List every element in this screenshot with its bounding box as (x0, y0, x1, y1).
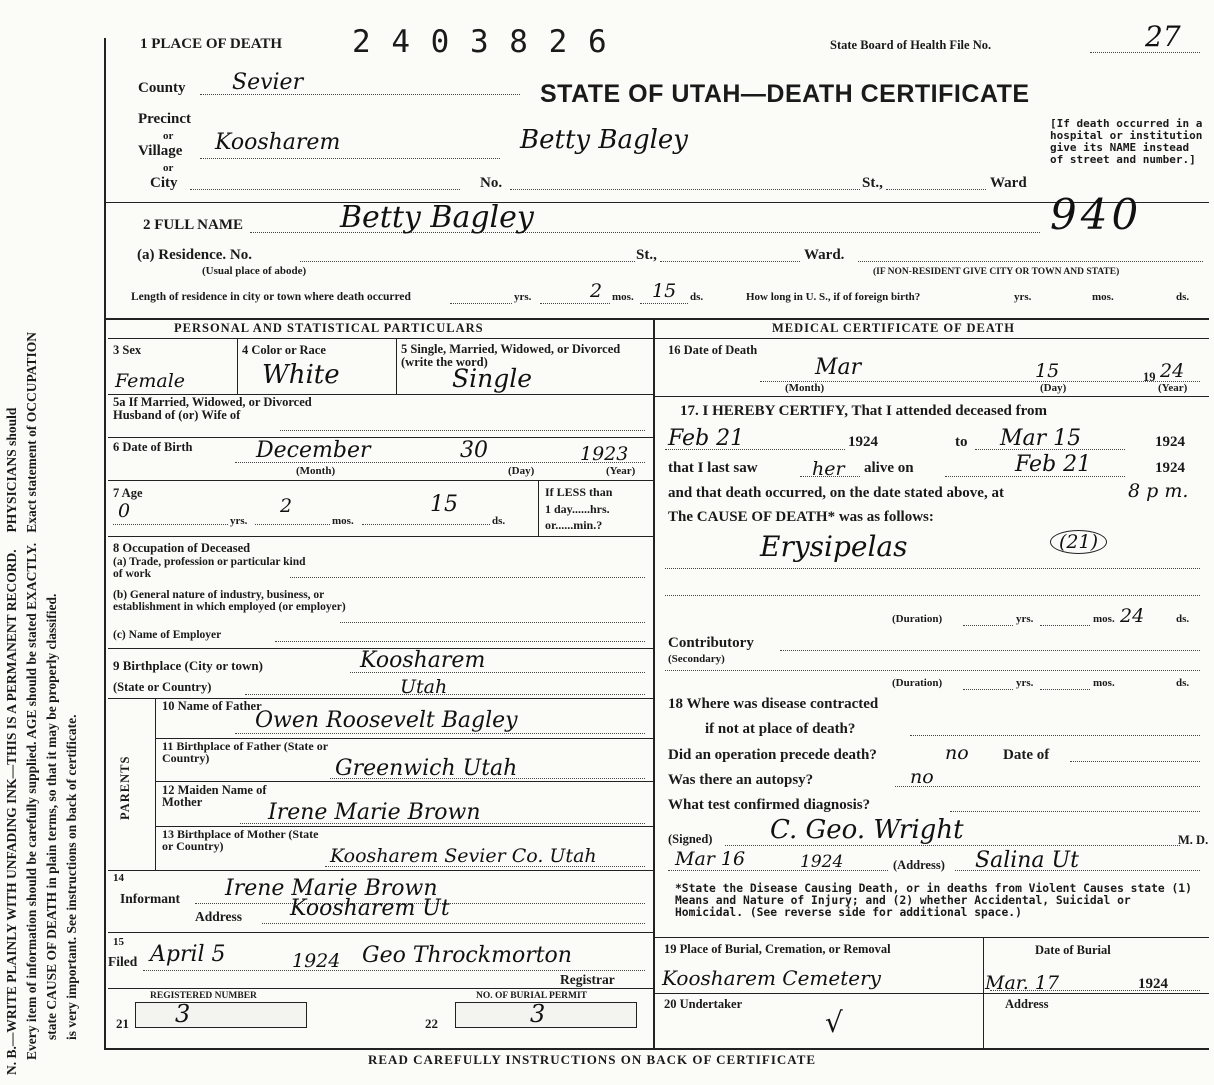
rule-filed-row (108, 988, 653, 989)
marital-label: 5 Single, Married, Widowed, or Divorced (write the word) (401, 342, 621, 369)
duration-2-yrs: yrs. (1016, 677, 1034, 689)
rule-parents-bottom (108, 870, 653, 871)
village-line (200, 158, 500, 159)
length-ds-line (640, 303, 688, 304)
length-mos-line (540, 303, 610, 304)
occupation-c: (c) Name of Employer (113, 629, 222, 641)
less-than-label: If LESS than (545, 485, 613, 499)
autopsy-value: no (910, 766, 934, 788)
informant-address-label: Address (195, 909, 243, 924)
signed-label: (Signed) (668, 832, 713, 846)
test-label: What test confirmed diagnosis? (668, 797, 871, 813)
death-month: Mar (815, 355, 862, 380)
signed-date: Mar 16 (675, 848, 746, 870)
county-value: Sevier (232, 70, 304, 95)
color-value: White (262, 360, 340, 390)
n21-label: 21 (116, 1016, 129, 1031)
death-month-caption: (Month) (785, 382, 825, 394)
rule-personal-head (108, 338, 653, 339)
foreign-mos: mos. (1092, 291, 1114, 303)
father-value: Owen Roosevelt Bagley (255, 708, 518, 733)
rule-death-date (655, 396, 1209, 397)
death-day: 15 (1035, 360, 1060, 382)
spouse-line (280, 430, 645, 431)
annotation-name: Betty Bagley (520, 125, 688, 155)
attended-from-year: 1924 (848, 434, 878, 450)
occupation-c-line (275, 641, 645, 642)
filed-year: 1924 (292, 950, 341, 972)
mother-birthplace-line (325, 866, 645, 867)
birthplace-state-line (245, 694, 645, 695)
birth-year: 1923 (580, 443, 629, 465)
length-residence-label: Length of residence in city or town where death occurred (131, 291, 411, 303)
age-mos-unit: mos. (332, 515, 354, 527)
occupation-a-line (290, 577, 645, 578)
length-mos: mos. (612, 291, 634, 303)
residence-ward-label: Ward. (804, 247, 845, 263)
burial-date-line (990, 990, 1200, 991)
or-min-label: or......min.? (545, 518, 603, 532)
mother-value: Irene Marie Brown (268, 800, 481, 825)
death-year: 24 (1160, 360, 1185, 382)
annotation-number: 940 (1050, 190, 1143, 239)
spouse-label: 5a If Married, Widowed, or Divorced Husband of (or) Wife of (113, 395, 312, 422)
duration-1-ds: ds. (1176, 613, 1190, 625)
color-divider (396, 338, 397, 394)
cause-footnote: *State the Disease Causing Death, or in deaths from Violent Causes state (1) Means and Nature of Injury; and (2) whether Accidental, Suicidal or Homicidal. (See reverse side for additional space.) (675, 882, 1192, 919)
duration-1-mos: mos. (1093, 613, 1115, 625)
registrar-value: Geo Throckmorton (362, 943, 572, 968)
age-divider (538, 480, 539, 536)
cause-line-1 (665, 568, 1200, 569)
duration-2-mos: mos. (1093, 677, 1115, 689)
age-yrs-value: 0 (118, 500, 131, 522)
informant-address-line (262, 923, 645, 924)
last-saw-date-line (945, 476, 1125, 477)
age-yrs-unit: yrs. (230, 515, 248, 527)
test-line (950, 811, 1200, 812)
birthplace-value: Koosharem (360, 648, 486, 673)
residence-label: (a) Residence. No. (137, 247, 252, 263)
alive-on-label: alive on (864, 460, 914, 476)
color-label: 4 Color or Race (242, 343, 326, 357)
date-of-label: Date of (1003, 747, 1050, 763)
certificate-title: STATE OF UTAH—DEATH CERTIFICATE (540, 80, 1030, 108)
burial-permit-label: NO. OF BURIAL PERMIT (476, 991, 588, 1001)
nonresident-note: (IF NON-RESIDENT GIVE CITY OR TOWN AND STATE) (873, 267, 1120, 277)
parents-label: PARENTS (118, 755, 132, 820)
day-hrs-label: 1 day......hrs. (545, 502, 610, 516)
nonresident-line (858, 261, 1203, 262)
duration-2-mos-line (1040, 689, 1090, 690)
file-no-value: 27 (1145, 20, 1181, 53)
village-label: Village (138, 143, 183, 159)
md-label: M. D. (1178, 833, 1209, 847)
frame-left-line (104, 38, 106, 1048)
duration-1-mos-line (1040, 625, 1090, 626)
sex-label: 3 Sex (113, 343, 142, 357)
death-day-caption: (Day) (1040, 382, 1067, 394)
signed-address-line (955, 870, 1200, 871)
birthplace-label: 9 Birthplace (City or town) (113, 658, 263, 673)
undertaker-address-label: Address (1005, 997, 1049, 1011)
street-no-label: No. (480, 175, 503, 191)
residence-st-label: St., (636, 247, 657, 263)
city-label: City (150, 175, 178, 191)
burial-date: Mar. 17 (985, 972, 1060, 994)
foreign-yrs: yrs. (1014, 291, 1032, 303)
signed-line (725, 845, 1180, 846)
street-line (510, 189, 860, 190)
death-year-caption: (Year) (1158, 382, 1188, 394)
filed-label: Filed (108, 954, 138, 969)
registered-number-box (135, 1002, 307, 1028)
father-birthplace-line (330, 778, 645, 779)
filed-num: 15 (113, 936, 124, 948)
age-mos-value: 2 (280, 495, 293, 517)
village-value: Koosharem (215, 130, 341, 155)
death-date-label: 16 Date of Death (668, 343, 758, 357)
father-label: 10 Name of Father (162, 699, 262, 713)
residence-line (300, 261, 635, 262)
hospital-note: [If death occurred in a hospital or institution give its NAME instead of street and number.] (1050, 117, 1203, 166)
contrib-line-1 (780, 650, 1200, 651)
attended-to-line (975, 449, 1125, 450)
duration-1-line (963, 625, 1013, 626)
certify-label: 17. I HEREBY CERTIFY, That I attended deceased from (680, 403, 1048, 419)
operation-value: no (945, 742, 969, 764)
n22-label: 22 (425, 1016, 438, 1031)
duration-label-1: (Duration) (892, 613, 943, 625)
marital-value: Single (452, 364, 533, 393)
father-birthplace-value: Greenwich Utah (335, 756, 518, 781)
mother-line (240, 823, 645, 824)
operation-line (1070, 761, 1200, 762)
father-birthplace-label: 11 Birthplace of Father (State or Country) (162, 739, 328, 765)
birth-month-caption: (Month) (296, 465, 336, 477)
mother-birthplace-label: 13 Birthplace of Mother (State or Country) (162, 827, 319, 853)
duration-mos-value: 24 (1120, 605, 1145, 627)
cause-label: The CAUSE OF DEATH* was as follows: (668, 509, 934, 525)
residence-ward-line (660, 261, 800, 262)
burial-year: 1924 (1138, 976, 1168, 992)
personal-heading: PERSONAL AND STATISTICAL PARTICULARS (174, 321, 484, 335)
ward-label: Ward (990, 175, 1027, 191)
foreign-ds: ds. (1176, 291, 1190, 303)
age-mos-line (255, 524, 330, 525)
full-name-label: 2 FULL NAME (143, 217, 244, 233)
signed-address-value: Salina Ut (975, 848, 1079, 873)
sex-divider (237, 338, 238, 394)
length-mos-value: 2 (590, 280, 603, 302)
burial-date-label: Date of Burial (1035, 943, 1111, 957)
contrib-line-2 (665, 670, 1200, 671)
full-name-value: Betty Bagley (340, 200, 534, 235)
birthplace-state-value: Utah (400, 676, 448, 698)
side-note-line4: is very important. See instructions on back of certificate. (64, 714, 79, 1040)
last-saw-who: her (812, 458, 845, 480)
attended-to: Mar 15 (1000, 426, 1082, 451)
attended-from: Feb 21 (668, 426, 745, 451)
occupation-label: 8 Occupation of Deceased (113, 541, 251, 555)
birth-year-caption: (Year) (606, 465, 636, 477)
footer-instructions: READ CAREFULLY INSTRUCTIONS ON BACK OF CERTIFICATE (368, 1052, 817, 1067)
informant-label: Informant (120, 891, 180, 906)
center-divider (653, 318, 655, 1048)
mother-label: 12 Maiden Name of Mother (162, 783, 267, 809)
signed-year: 1924 (800, 852, 844, 872)
city-line (190, 189, 460, 190)
registered-number-value: 3 (175, 1000, 191, 1028)
death-year-prefix: 19 (1143, 370, 1156, 384)
secondary-label: (Secondary) (668, 653, 725, 665)
rule-spouse-row (108, 437, 653, 438)
or-label-2: or (163, 162, 174, 174)
occurred-time: 8 p m. (1128, 480, 1189, 502)
attended-from-line (665, 449, 845, 450)
duration-label-2: (Duration) (892, 677, 943, 689)
birthplace-state-label: (State or Country) (113, 680, 212, 694)
informant-num: 14 (113, 872, 124, 884)
contributory-label: Contributory (668, 635, 754, 651)
rule-father-birth-row (155, 781, 653, 782)
attended-to-year: 1924 (1155, 434, 1185, 450)
mother-birthplace-value: Koosharem Sevier Co. Utah (330, 845, 597, 867)
signed-address-label: (Address) (893, 858, 945, 872)
medical-heading: MEDICAL CERTIFICATE OF DEATH (772, 321, 1015, 335)
informant-value: Irene Marie Brown (225, 876, 438, 901)
birth-month: December (256, 438, 371, 463)
foreign-birth-label: How long in U. S., if of foreign birth? (746, 291, 921, 303)
duration-2-line (963, 689, 1013, 690)
st-label: St., (862, 175, 883, 191)
length-yrs: yrs. (514, 291, 532, 303)
last-saw-label: that I last saw (668, 460, 758, 476)
registered-number-label: REGISTERED NUMBER (150, 991, 257, 1001)
cause-line-2 (665, 595, 1200, 596)
birth-day: 30 (460, 438, 488, 463)
length-ds-value: 15 (652, 280, 677, 302)
age-label: 7 Age (113, 486, 143, 500)
rule-under-header (104, 202, 1209, 203)
parents-divider (155, 698, 156, 870)
occupation-a: (a) Trade, profession or particular kind of work (113, 556, 306, 580)
signed-value: C. Geo. Wright (770, 815, 964, 845)
side-note-line2: Every item of information should be carefully supplied. AGE should be stated EXACTLY. Exact statement of OCCUPATION (24, 331, 39, 1060)
side-note-line3: state CAUSE OF DEATH in plain terms, so that it may be properly classified. (44, 593, 59, 1040)
q18b-label: if not at place of death? (705, 721, 856, 737)
duration-2-ds: ds. (1176, 677, 1190, 689)
side-note-line1: N. B.—WRITE PLAINLY WITH UNFADING INK—THIS IS A PERMANENT RECORD. PHYSICIANS should (4, 407, 19, 1075)
burial-permit-box (455, 1002, 637, 1028)
length-ds: ds. (690, 291, 704, 303)
age-yrs-line (113, 524, 228, 525)
length-yrs-line (450, 303, 512, 304)
signed-date-line (668, 870, 888, 871)
birth-day-caption: (Day) (508, 465, 535, 477)
burial-place-label: 19 Place of Burial, Cremation, or Removal (664, 942, 891, 956)
cause-code: (21) (1050, 530, 1107, 554)
frame-bottom-line (104, 1048, 1209, 1050)
last-saw-line (800, 476, 860, 477)
precinct-label: Precinct (138, 111, 192, 127)
last-saw-date: Feb 21 (1015, 452, 1092, 477)
rule-age-row (108, 536, 653, 537)
filed-line (143, 970, 645, 971)
rule-medical-head (655, 338, 1209, 339)
sex-value: Female (115, 370, 186, 392)
county-label: County (138, 80, 186, 96)
age-ds-line (362, 524, 490, 525)
rule-section-top (104, 318, 1209, 320)
occupation-b-line (340, 622, 645, 623)
operation-label: Did an operation precede death? (668, 747, 877, 763)
last-saw-year: 1924 (1155, 460, 1185, 476)
occurred-label: and that death occurred, on the date stated above, at (668, 485, 1004, 501)
rule-burial-row (655, 993, 1209, 994)
rule-birth-row (108, 480, 653, 481)
q18-label: 18 Where was disease contracted (668, 696, 879, 712)
burial-place-value: Koosharem Cemetery (662, 966, 881, 990)
or-label-1: or (163, 130, 174, 142)
father-line (235, 733, 645, 734)
residence-sub: (Usual place of abode) (202, 265, 307, 277)
filed-value: April 5 (150, 942, 226, 967)
informant-address-value: Koosharem Ut (290, 896, 450, 921)
undertaker-label: 20 Undertaker (664, 997, 743, 1011)
burial-permit-value: 3 (530, 1000, 546, 1028)
age-ds-unit: ds. (492, 515, 506, 527)
autopsy-line (895, 786, 1200, 787)
q18-line (910, 735, 1200, 736)
registrar-label: Registrar (560, 972, 615, 987)
occupation-b: (b) General nature of industry, business, or establishment in which employed (or employer) (113, 589, 346, 613)
file-no-label: State Board of Health File No. (830, 38, 992, 52)
death-date-line (760, 381, 1200, 382)
duration-1-yrs: yrs. (1016, 613, 1034, 625)
ward-line (886, 189, 986, 190)
rule-footnote-bottom (655, 937, 1209, 938)
birthplace-line (350, 672, 645, 673)
cause-value: Erysipelas (760, 530, 908, 563)
certificate-number: 2 4 0 3 8 2 6 (352, 24, 608, 60)
age-ds-value: 15 (430, 492, 458, 517)
undertaker-mark: √ (825, 1006, 843, 1039)
autopsy-label: Was there an autopsy? (668, 772, 814, 788)
to-label: to (955, 434, 968, 450)
place-of-death-label: 1 PLACE OF DEATH (140, 36, 283, 52)
birth-label: 6 Date of Birth (113, 440, 193, 454)
rule-informant-row (108, 932, 653, 933)
